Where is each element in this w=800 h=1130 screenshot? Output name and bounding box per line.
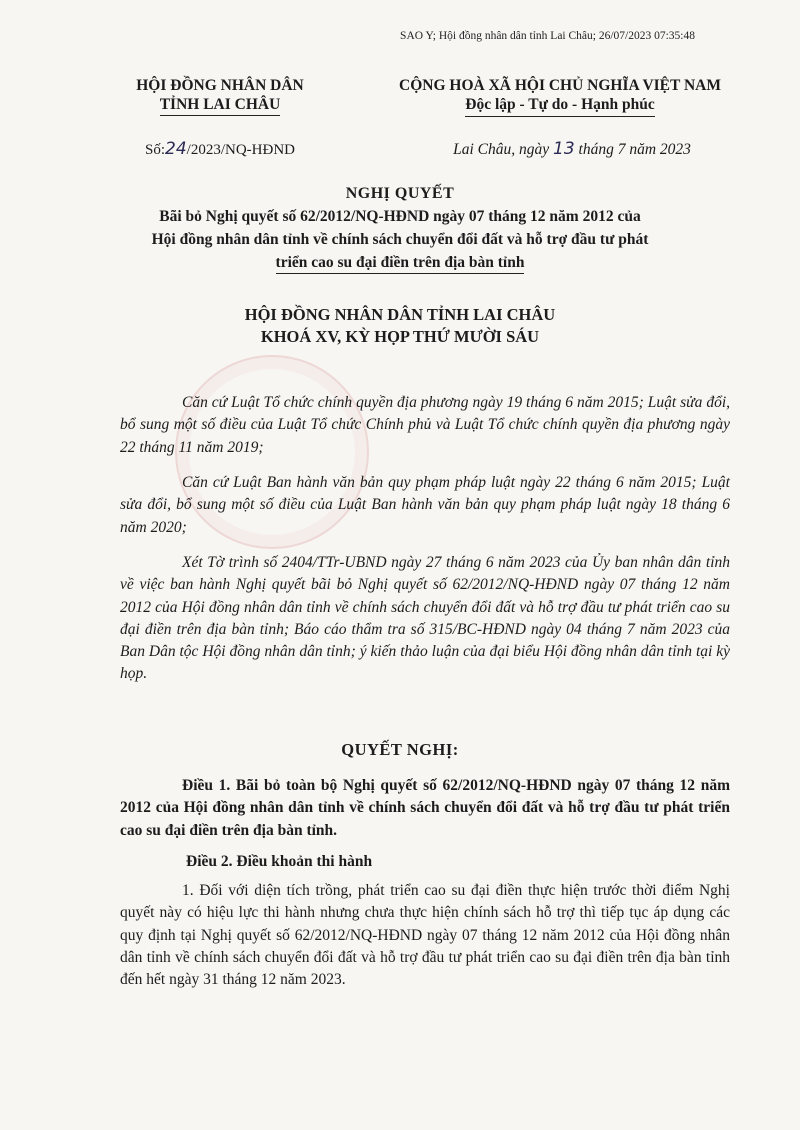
nation-name: CỘNG HOÀ XÃ HỘI CHỦ NGHĨA VIỆT NAM xyxy=(399,77,721,94)
digital-copy-stamp: SAO Y; Hội đồng nhân dân tỉnh Lai Châu; 26/07/2023 07:35:48 xyxy=(400,30,695,42)
docnum-suffix: /2023/NQ-HĐND xyxy=(186,142,295,158)
council-heading xyxy=(90,304,710,348)
preamble-paragraph: Căn cứ Luật Tổ chức chính quyền địa phương ngày 19 tháng 6 năm 2015; Luật sửa đổi, bổ sung một số điều của Luật Tổ chức Chính phủ và Luật Tổ chức chính quyền địa phương ngày 22 tháng 11 năm 2019; xyxy=(120,394,730,456)
national-heading xyxy=(350,76,770,117)
docnum-handwritten: 24 xyxy=(165,139,187,159)
date-prefix: Lai Châu, ngày xyxy=(453,141,550,158)
document-header xyxy=(100,76,740,166)
national-motto: Độc lập - Tự do - Hạnh phúc xyxy=(465,95,654,117)
issuing-agency xyxy=(100,76,340,116)
date-day-handwritten: 13 xyxy=(553,139,575,159)
document-title xyxy=(90,184,710,274)
document-number xyxy=(100,139,340,159)
date-suffix: tháng 7 năm 2023 xyxy=(578,141,691,158)
subject-line1: Bãi bỏ Nghị quyết số 62/2012/NQ-HĐND ngày 07 tháng 12 năm 2012 của xyxy=(159,208,641,225)
subject-line2: Hội đồng nhân dân tỉnh về chính sách chuyển đổi đất và hỗ trợ đầu tư phát xyxy=(151,231,649,248)
subject-line3: triển cao su đại điền trên địa bàn tỉnh xyxy=(276,252,525,274)
decision-heading: QUYẾT NGHỊ: xyxy=(341,740,459,759)
docnum-prefix: Số: xyxy=(145,142,166,158)
agency-line2: TỈNH LAI CHÂU xyxy=(160,95,281,116)
place-date xyxy=(362,139,782,159)
document-type: NGHỊ QUYẾT xyxy=(345,185,455,202)
agency-line1: HỘI ĐỒNG NHÂN DÂN xyxy=(136,77,304,94)
article-2-clause-1: 1. Đối với diện tích trồng, phát triển cao su đại điền thực hiện trước thời điểm Nghị quyết này có hiệu lực thi hành nhưng chưa thực hiện chính sách hỗ trợ thì tiếp tục áp dụng các quy định tại Nghị quyết số 62/2012/NQ-HĐND ngày 07 tháng 12 năm 2012 của Hội đồng nhân dân tỉnh về chính sách chuyển đổi đất và hỗ trợ đầu tư phát triển cao su đại điền trên địa bàn tỉnh đến hết ngày 31 tháng 12 năm 2023. xyxy=(120,882,730,989)
article-2-title: Điều 2. Điều khoản thi hành xyxy=(186,853,373,870)
council-line1: HỘI ĐỒNG NHÂN DÂN TỈNH LAI CHÂU xyxy=(244,305,556,324)
preamble-paragraph: Xét Tờ trình số 2404/TTr-UBND ngày 27 tháng 6 năm 2023 của Ủy ban nhân dân tỉnh về việc ban hành Nghị quyết bãi bỏ Nghị quyết số 62/2012/NQ-HĐND ngày 07 tháng 12 năm 2012 của Hội đồng nhân dân tỉnh về chính sách chuyển đổi đất và hỗ trợ đầu tư phát triển cao su đại điền trên địa bàn tỉnh; Báo cáo thẩm tra số 315/BC-HĐND ngày 04 tháng 7 năm 2023 của Ban Dân tộc Hội đồng nhân dân tỉnh; ý kiến thảo luận của đại biểu Hội đồng nhân dân tỉnh tại kỳ họp. xyxy=(120,554,730,683)
article-1: Điều 1. Bãi bỏ toàn bộ Nghị quyết số 62/2012/NQ-HĐND ngày 07 tháng 12 năm 2012 của Hội đồng nhân dân tỉnh về chính sách chuyển đổi đất và hỗ trợ đầu tư phát triển cao su đại điền trên địa bàn tỉnh. xyxy=(120,777,730,839)
council-line2: KHOÁ XV, KỲ HỌP THỨ MƯỜI SÁU xyxy=(260,327,540,346)
preamble-paragraph: Căn cứ Luật Ban hành văn bản quy phạm pháp luật ngày 22 tháng 6 năm 2015; Luật sửa đổi, bổ sung một số điều của Luật Ban hành văn bản quy phạm pháp luật ngày 18 tháng 6 năm 2020; xyxy=(120,474,730,536)
